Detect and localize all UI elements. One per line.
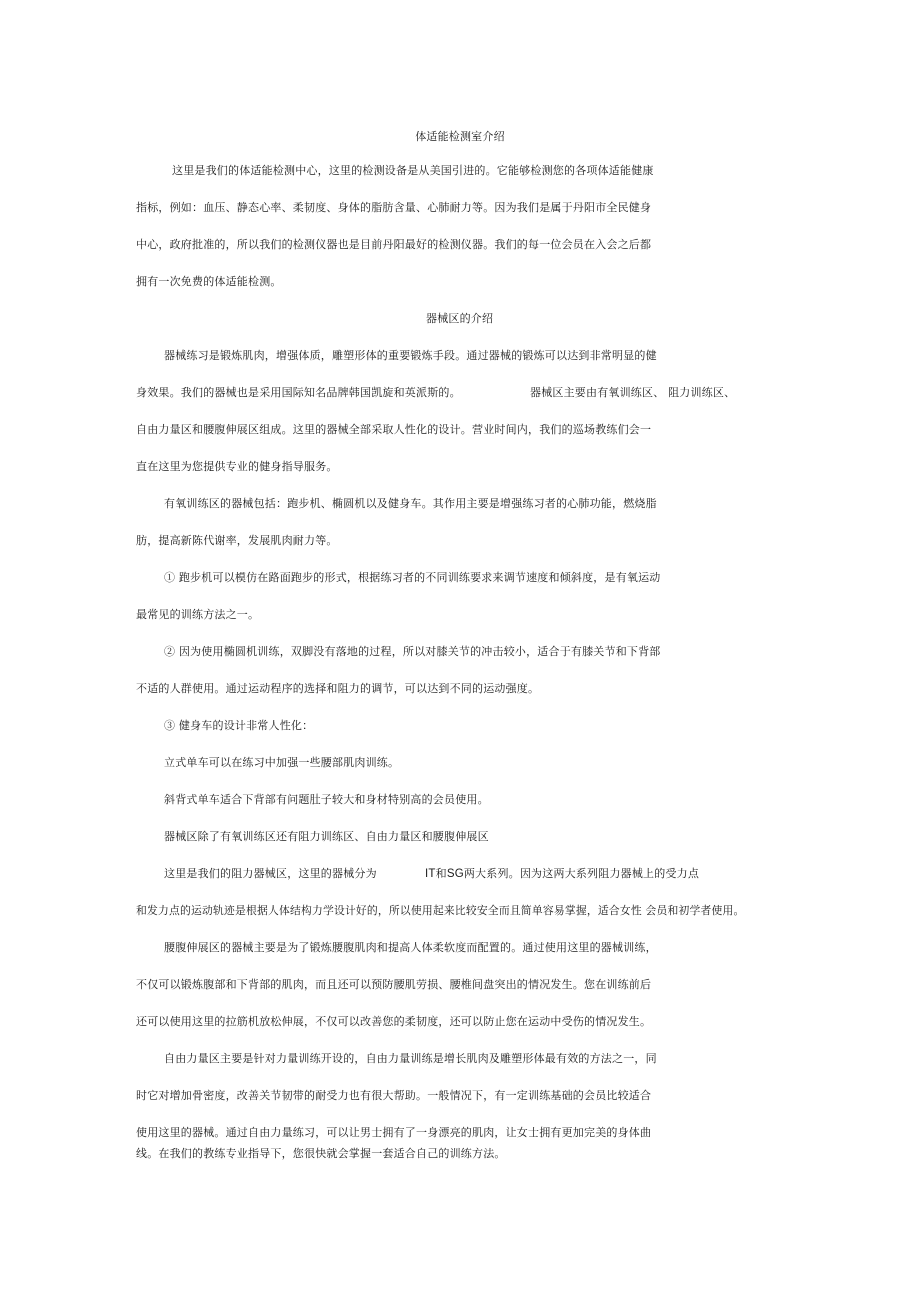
list-item: ② 因为使用椭圆机训练，双脚没有落地的过程，所以对膝关节的冲击较小，适合于有膝关节和下背部 xyxy=(164,645,661,658)
series-description: 两大系列。因为这两大系列阻力器械上的受力点 xyxy=(463,867,700,880)
paragraph-line: 腰腹伸展区的器械主要是为了锻炼腰腹肌肉和提高人体柔软度而配置的。通过使用这里的器械训练， xyxy=(164,941,657,954)
paragraph-line: 时它对增加骨密度，改善关节韧带的耐受力也有很大帮助。一般情况下，有一定训练基础的会员比较适合 xyxy=(136,1089,652,1102)
section-title-equipment: 器械区的介绍 xyxy=(426,312,494,325)
paragraph-line xyxy=(425,867,699,881)
conjunction: 和 xyxy=(435,867,447,880)
section-title-fitness-test: 体适能检测室介绍 xyxy=(415,130,505,143)
series-it: IT xyxy=(425,868,436,880)
paragraph-line: 斜背式单车适合下背部有问题肚子较大和身材特别高的会员使用。 xyxy=(164,793,489,806)
paragraph-line: 自由力量区主要是针对力量训练开设的，自由力量训练是增长肌肉及雕塑形体最有效的方法之一，同 xyxy=(164,1052,657,1065)
paragraph-line: 中心，政府批准的，所以我们的检测仪器也是目前丹阳最好的检测仪器。我们的每一位会员在入会之后都 xyxy=(136,238,652,251)
list-item: ① 跑步机可以模仿在路面跑步的形式，根据练习者的不同训练要求来调节速度和倾斜度，是有氧运动 xyxy=(164,571,661,584)
paragraph-line: 身效果。我们的器械也是采用国际知名品牌韩国凯旋和英派斯的。 xyxy=(136,386,461,399)
paragraph-line: 直在这里为您提供专业的健身指导服务。 xyxy=(136,460,338,473)
paragraph-line: 器械区除了有氧训练区还有阻力训练区、自由力量区和腰腹伸展区 xyxy=(164,830,489,843)
paragraph-line: 有氧训练区的器械包括：跑步机、椭圆机以及健身车。其作用主要是增强练习者的心肺功能，燃烧脂 xyxy=(164,497,657,510)
list-item: 最常见的训练方法之一。 xyxy=(136,608,260,621)
paragraph-line: 不仅可以锻炼腹部和下背部的肌肉，而且还可以预防腰肌劳损、腰椎间盘突出的情况发生。您在训练前后 xyxy=(136,978,652,991)
paragraph-line: 自由力量区和腰腹伸展区组成。这里的器械全部采取人性化的设计。营业时间内，我们的巡场教练们会一 xyxy=(136,423,652,436)
paragraph-line: 还可以使用这里的拉筋机放松伸展，不仅可以改善您的柔韧度，还可以防止您在运动中受伤的情况发生。 xyxy=(136,1015,652,1028)
paragraph-line: 线。在我们的教练专业指导下，您很快就会掌握一套适合自己的训练方法。 xyxy=(136,1147,506,1160)
paragraph-line: 器械练习是锻炼肌肉，增强体质，雕塑形体的重要锻炼手段。通过器械的锻炼可以达到非常明显的健 xyxy=(164,349,657,362)
paragraph-line: 这里是我们的体适能检测中心，这里的检测设备是从美国引进的。它能够检测您的各项体适能健康 xyxy=(172,164,654,177)
list-item: 不适的人群使用。通过运动程序的选择和阻力的调节，可以达到不同的运动强度。 xyxy=(136,682,540,695)
paragraph-line: 这里是我们的阻力器械区，这里的器械分为 xyxy=(164,867,377,880)
series-sg: SG xyxy=(446,868,464,880)
paragraph-line: 使用这里的器械。通过自由力量练习，可以让男士拥有了一身漂亮的肌肉，让女士拥有更加完美的身体曲 xyxy=(136,1126,652,1139)
paragraph-line: 立式单车可以在练习中加强一些腰部肌肉训练。 xyxy=(164,756,400,769)
list-item: ③ 健身车的设计非常人性化： xyxy=(164,719,314,732)
paragraph-line: 肪，提高新陈代谢率，发展肌肉耐力等。 xyxy=(136,534,338,547)
paragraph-line: 指标，例如：血压、静态心率、柔韧度、身体的脂肪含量、心肺耐力等。因为我们是属于丹阳市全民健身 xyxy=(136,201,652,214)
paragraph-line: 器械区主要由有氧训练区、 阻力训练区、 xyxy=(530,386,736,399)
paragraph-line: 拥有一次免费的体适能检测。 xyxy=(136,275,282,288)
paragraph-line: 和发力点的运动轨迹是根据人体结构力学设计好的，所以使用起来比较安全而且简单容易掌握，适合女性 会员和初学者使用。 xyxy=(136,904,745,917)
